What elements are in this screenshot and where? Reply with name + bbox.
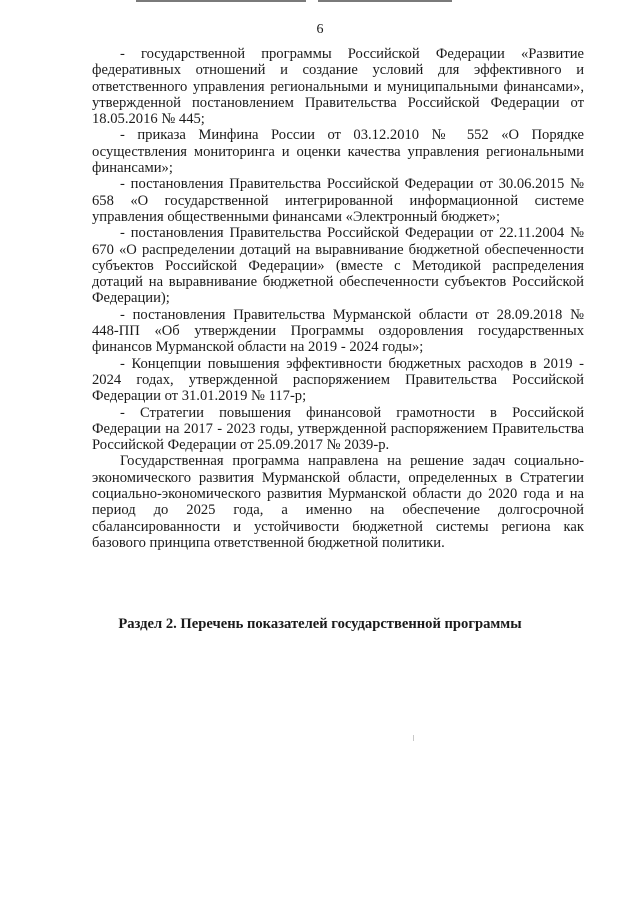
section-heading: Раздел 2. Перечень показателей государственной программы xyxy=(118,616,522,632)
paragraph-program-federal: - государственной программы Российской Федерации «Развитие федеративных отношений и создание условий для эффективного и ответственного управления региональными и муниципальными финансами», утвержденной постановлением Правительства Российской Федерации от 18.05.2016 № 445; xyxy=(92,46,584,128)
page-number: 6 xyxy=(316,22,324,37)
paragraph-electronic-budget: - постановления Правительства Российской Федерации от 30.06.2015 № 658 «О государственной интегрированной информационной системе управления общественными финансами «Электронный бюджет»; xyxy=(92,176,584,225)
paragraph-financial-literacy: - Стратегии повышения финансовой грамотности в Российской Федерации на 2017 - 2023 годы, утвержденной распоряжением Правительства Российской Федерации от 25.09.2017 № 2039-р. xyxy=(92,404,584,454)
paragraph-minfin-order: - приказа Минфина России от 03.12.2010 № 552 «О Порядке осуществления мониторинга и оценки качества управления региональными финансами»; xyxy=(92,127,584,177)
paragraph-efficiency-concept: - Концепции повышения эффективности бюджетных расходов в 2019 - 2024 годах, утвержденной распоряжением Правительства Российской Федерации от 31.01.2019 № 117-р; xyxy=(92,355,584,405)
scan-edge-line xyxy=(318,0,452,2)
scan-edge-line xyxy=(136,0,306,2)
paragraph-program-goal: Государственная программа направлена на решение задач социально-экономического развития Мурманской области, определенных в Стратегии социально-экономического развития Мурманской области до 2020 года и на период до 2025 года, а именно на обеспечение долгосрочной сбалансированности и устойчивости бюджетной системы региона как базового принципа ответственной бюджетной политики. xyxy=(92,453,584,551)
document-body xyxy=(92,46,584,551)
paragraph-murmansk-finance: - постановления Правительства Мурманской области от 28.09.2018 № 448-ПП «Об утверждении Программы оздоровления государственных финансов Мурманской области на 2019 - 2024 годы»; xyxy=(92,306,584,356)
paragraph-subsidies: - постановления Правительства Российской Федерации от 22.11.2004 № 670 «О распределении дотаций на выравнивание бюджетной обеспеченности субъектов Российской Федерации» (вместе с Методикой распределения дотаций на выравнивание бюджетной обеспеченности субъектов Российской Федерации); xyxy=(92,225,584,307)
scan-speck xyxy=(413,735,414,741)
